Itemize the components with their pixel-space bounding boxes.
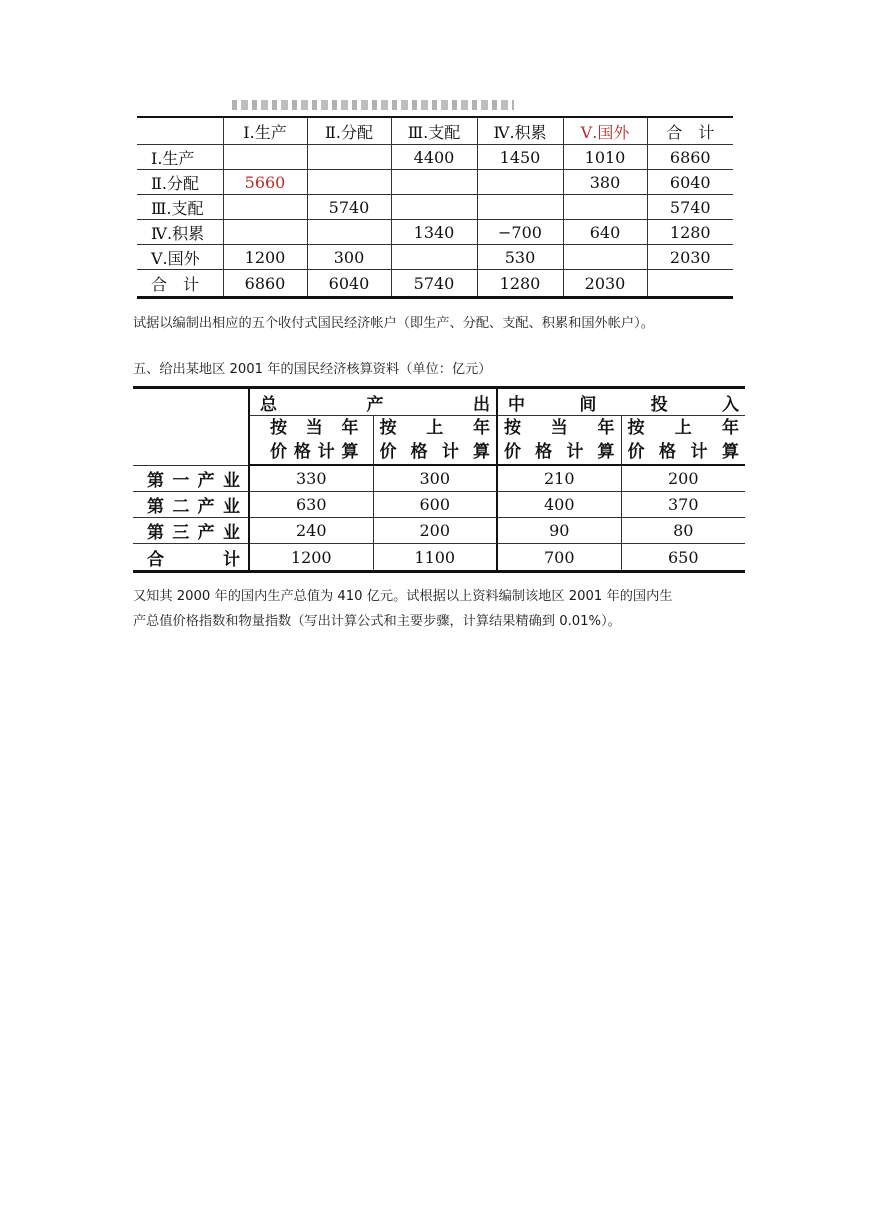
table-cell: 1200: [223, 245, 307, 270]
sub-header-line: 价格计算: [504, 442, 615, 462]
paragraph-accounts-instruction: 试据以编制出相应的五个收付式国民经济帐户（即生产、分配、支配、积累和国外帐户）。: [133, 316, 654, 331]
table-row: [133, 465, 745, 492]
paragraph-gdp-question-line-2: 产总值价格指数和物量指数（写出计算公式和主要步骤，计算结果精确到 0.01%）。: [133, 614, 621, 629]
sub-header-line: 按上年: [627, 418, 740, 438]
header-disposal: Ⅲ.支配: [391, 117, 477, 145]
table-cell: −700: [477, 220, 563, 245]
table-cell: 300: [307, 245, 391, 270]
row-label: Ⅱ.分配: [137, 170, 223, 195]
table-cell: 1280: [647, 220, 733, 245]
table-cell: [391, 195, 477, 220]
cropped-caption-remnant: [232, 100, 514, 110]
table-cell: 6860: [223, 270, 307, 298]
table-cell: [391, 245, 477, 270]
sub-header-previous-price: [373, 416, 497, 466]
table-corner-cell: [133, 388, 249, 466]
table-row: [137, 145, 733, 170]
table-cell: 300: [373, 465, 497, 492]
header-total: 合 计: [647, 117, 733, 145]
table-cell: [647, 270, 733, 298]
table-cell: 640: [563, 220, 647, 245]
table-cell: 210: [497, 465, 621, 492]
table-cell: 200: [621, 465, 745, 492]
row-label: 第一产业: [133, 465, 249, 492]
flow-matrix-table: [137, 116, 733, 299]
table-cell: 600: [373, 492, 497, 518]
table-cell: 4400: [391, 145, 477, 170]
table-row: [137, 195, 733, 220]
table-cell: [223, 220, 307, 245]
table-cell: [223, 195, 307, 220]
header-distribution: Ⅱ.分配: [307, 117, 391, 145]
table-cell: 1200: [249, 544, 373, 572]
table-cell: 400: [497, 492, 621, 518]
sub-header-line: 价格计算: [379, 442, 491, 462]
table-cell: 1340: [391, 220, 477, 245]
table-cell: [307, 170, 391, 195]
header-production: Ⅰ.生产: [223, 117, 307, 145]
table-corner-cell: [137, 117, 223, 145]
row-label: 第三产业: [133, 518, 249, 544]
sub-header-line: 按当年: [270, 418, 359, 438]
table-cell: 5740: [391, 270, 477, 298]
table-cell: 530: [477, 245, 563, 270]
header-abroad: Ⅴ.国外: [563, 117, 647, 145]
sub-header-previous-price: [621, 416, 745, 466]
table-cell: 5660: [223, 170, 307, 195]
header-intermediate-input: 中 间 投 入: [497, 388, 745, 416]
table-cell: 330: [249, 465, 373, 492]
table-cell: 5740: [307, 195, 391, 220]
sub-header-current-price: [497, 416, 621, 466]
table-cell: [563, 195, 647, 220]
sub-header-line: 按上年: [379, 418, 491, 438]
table-cell: 1010: [563, 145, 647, 170]
table-cell: 630: [249, 492, 373, 518]
table-cell: 1280: [477, 270, 563, 298]
table-cell: 370: [621, 492, 745, 518]
table-cell: [391, 170, 477, 195]
table-total-row: [137, 270, 733, 298]
table-row: [137, 245, 733, 270]
table-row: [133, 492, 745, 518]
table-row: [137, 220, 733, 245]
table-cell: 80: [621, 518, 745, 544]
row-label: 合 计: [137, 270, 223, 298]
sub-header-current-price: [249, 416, 373, 466]
output-input-table: [133, 386, 745, 573]
row-label: Ⅰ.生产: [137, 145, 223, 170]
row-label: Ⅳ.积累: [137, 220, 223, 245]
table-cell: [563, 245, 647, 270]
table-cell: 1450: [477, 145, 563, 170]
table-cell: [307, 145, 391, 170]
table-header-row: [137, 117, 733, 145]
table-cell: 2030: [563, 270, 647, 298]
table-cell: [307, 220, 391, 245]
table-cell: 5740: [647, 195, 733, 220]
table-cell: 240: [249, 518, 373, 544]
row-label: 第二产业: [133, 492, 249, 518]
table-cell: 90: [497, 518, 621, 544]
table-cell: 200: [373, 518, 497, 544]
table-cell: [477, 170, 563, 195]
table-total-row: [133, 544, 745, 572]
table-cell: 700: [497, 544, 621, 572]
paragraph-gdp-question-line-1: 又知其 2000 年的国内生产总值为 410 亿元。试根据以上资料编制该地区 2001 年的国内生: [133, 589, 673, 604]
table-cell: 6860: [647, 145, 733, 170]
table-row: [137, 170, 733, 195]
row-label: 合计: [133, 544, 249, 572]
table-cell: 2030: [647, 245, 733, 270]
table-cell: 6040: [307, 270, 391, 298]
table-cell: [223, 145, 307, 170]
row-label: Ⅲ.支配: [137, 195, 223, 220]
sub-header-line: 按当年: [504, 418, 615, 438]
group-header-row: [133, 388, 745, 416]
row-label: Ⅴ.国外: [137, 245, 223, 270]
sub-header-line: 价格计算: [627, 442, 740, 462]
table-cell: 1100: [373, 544, 497, 572]
table-row: [133, 518, 745, 544]
table-cell: 380: [563, 170, 647, 195]
section-5-title: 五、给出某地区 2001 年的国民经济核算资料（单位：亿元）: [133, 362, 492, 377]
header-gross-output: 总 产 出: [249, 388, 497, 416]
table-cell: [477, 195, 563, 220]
sub-header-line: 价格计算: [270, 442, 359, 462]
header-accumulation: Ⅳ.积累: [477, 117, 563, 145]
table-cell: 6040: [647, 170, 733, 195]
table-cell: 650: [621, 544, 745, 572]
